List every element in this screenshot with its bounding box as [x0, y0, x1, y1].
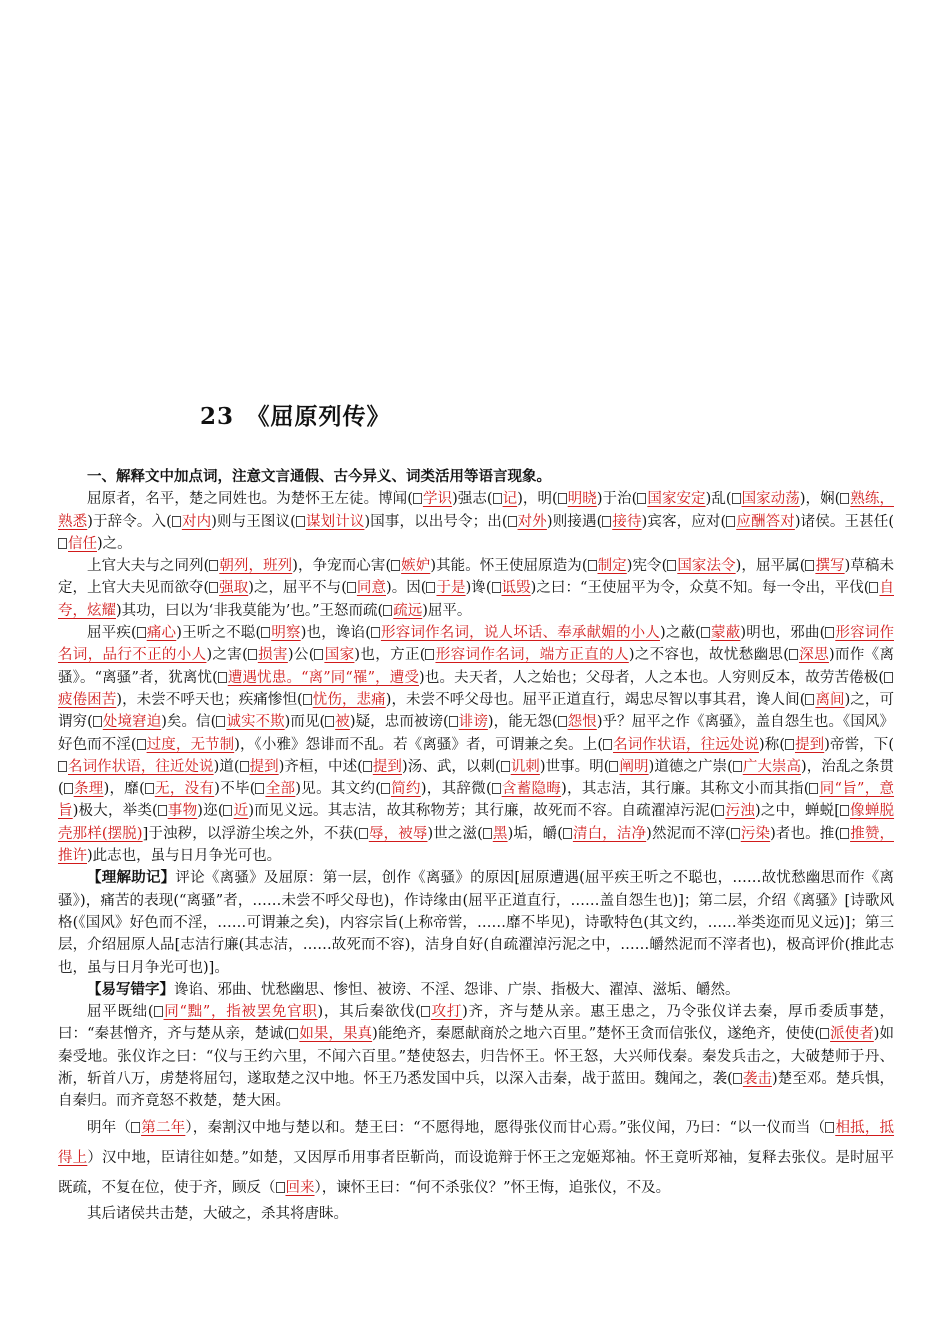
gloss-annotation: 名词作状语，往近处说 — [68, 758, 214, 775]
gloss-annotation: 辱，被辱 — [368, 825, 428, 842]
blank-box-icon — [558, 716, 567, 727]
text-run: ），谏怀王曰：“何不杀张仪？”怀王悔，追张仪，不及。 — [314, 1179, 671, 1196]
gloss-annotation: 谋划计议 — [305, 513, 365, 530]
text-run: )，其志洁，其行廉。其称文小而其指( — [561, 781, 810, 798]
paragraph-list — [58, 488, 894, 1225]
blank-box-icon — [733, 761, 742, 772]
text-run: )宪令( — [626, 558, 668, 575]
text-run: )宾客，应对( — [641, 513, 727, 530]
gloss-annotation: 提到 — [249, 758, 279, 775]
text-run: 屈平既绌( — [87, 1004, 154, 1021]
gloss-annotation: 撰写 — [815, 558, 845, 575]
paragraph — [58, 1113, 894, 1203]
gloss-annotation: 于是 — [436, 580, 466, 597]
gloss-annotation: 相抵，抵得上 — [58, 1119, 895, 1166]
blank-box-icon — [421, 1006, 430, 1017]
text-run: )帝喾，下( — [824, 736, 894, 753]
gloss-annotation: 攻打 — [430, 1004, 463, 1021]
text-run: )之害( — [206, 647, 248, 664]
text-run: )极大，举类( — [72, 803, 158, 820]
gloss-annotation: 阐明 — [619, 758, 649, 775]
text-run: )如秦受地。张仪诈之曰：“仪与王约六里，不闻六百里。”楚使怒去，归告怀王。怀王怒，大兴师伐秦。秦发兵击之，大破楚师于丹、淅，斩首八万，虏楚将屈匄，遂取楚之汉中地。怀王乃悉发国中兵，以深入击秦，战于蓝田。魏闻之，袭( — [58, 1026, 894, 1088]
gloss-annotation: 近 — [233, 803, 249, 820]
text-run: )然泥而不滓( — [646, 825, 731, 842]
gloss-annotation: 同“旨”，意旨 — [58, 781, 895, 820]
text-run: )而见( — [284, 714, 326, 731]
text-run: )乱( — [705, 491, 732, 508]
gloss-annotation: 条理 — [73, 781, 104, 798]
blank-box-icon — [158, 805, 167, 816]
blank-box-icon — [563, 828, 572, 839]
text-run: )草稿未定，上官大夫见而欲夺( — [58, 558, 894, 597]
gloss-annotation: 同“黜”，指被罢免官职 — [163, 1004, 318, 1021]
gloss-annotation: 嫉妒 — [401, 558, 431, 575]
text-run: )也，方正( — [354, 647, 426, 664]
text-run: )而作《离骚》。“离骚”者，犹离忧( — [58, 647, 895, 686]
blank-box-icon — [58, 761, 67, 772]
text-run: )齐，齐与楚从亲。惠王患之，乃令张仪详去秦，厚币委质事楚，曰：“秦甚憎齐，齐与楚从亲，楚诚( — [58, 1004, 894, 1043]
blank-box-icon — [209, 560, 218, 571]
blank-box-icon — [449, 716, 458, 727]
gloss-annotation: 事物 — [167, 803, 198, 820]
blank-box-icon — [884, 672, 893, 683]
gloss-annotation: 对外 — [517, 513, 547, 530]
gloss-annotation: 回来 — [285, 1179, 315, 1196]
blank-box-icon — [64, 783, 73, 794]
text-run: )，其后秦欲伐( — [317, 1004, 421, 1021]
text-run: )。因( — [386, 580, 427, 597]
blank-box-icon — [131, 1122, 140, 1133]
text-run: )，屈平属( — [735, 558, 806, 575]
text-run: )疑，忠而被谤( — [349, 714, 449, 731]
gloss-annotation: 清白，洁净 — [572, 825, 647, 842]
text-run: )于治( — [596, 491, 638, 508]
blank-box-icon — [667, 560, 676, 571]
text-run: )谗( — [465, 580, 492, 597]
blank-box-icon — [325, 716, 334, 727]
gloss-annotation: 明察 — [271, 625, 301, 642]
gloss-annotation: 过度，无节制 — [146, 736, 235, 753]
blank-box-icon — [93, 716, 102, 727]
gloss-annotation: 广大崇高 — [742, 758, 802, 775]
blank-box-icon — [805, 560, 814, 571]
text-run: ），秦割汉中地与楚以和。楚王曰：“不愿得地，愿得张仪而甘心焉。”张仪闻，乃曰：“以一仪而当（ — [185, 1119, 826, 1136]
blank-box-icon — [825, 1122, 834, 1133]
text-run: )则与王图议( — [211, 513, 296, 530]
blank-box-icon — [840, 805, 849, 816]
gloss-annotation: 推赞，推许 — [58, 825, 894, 865]
blank-box-icon — [137, 627, 146, 638]
gloss-annotation: 黑 — [492, 825, 508, 842]
text-run: )，未尝不呼父母也。屈平正道直行，竭忠尽智以事其君，谗人间( — [385, 691, 806, 708]
gloss-annotation: 讥刺 — [510, 758, 540, 775]
blank-box-icon — [314, 649, 323, 660]
text-run: )世之滋( — [427, 825, 483, 842]
text-run: )于辞令。入( — [87, 513, 172, 530]
gloss-annotation: 应酬答对 — [736, 513, 795, 530]
text-run: 评论《离骚》及屈原：第一层，创作《离骚》的原因[屈原遭遇(屈平疾王听之不聪也，……故忧愁幽思而作《离骚》)，痛苦的表现(“离骚”者，……未尝不呼父母也)，作诗缘由(屈平正道直行，……盖自怨生也)]；第二层，介绍《离骚》[诗歌风格(《国风》好色而不淫，……可谓兼之矣)，内容宗旨(上称帝喾，……靡不毕见)，诗歌特色(其文约，……举类迩而见义远)]；第三层，介绍屈原人品[志洁行廉(其志洁，……故死而不容)，洁身自好(自疏濯淖污泥之中，……皭然泥而不滓者也)，极高评价(推此志也，虽与日月争光可也)]。 — [58, 870, 895, 976]
gloss-annotation: 被 — [335, 714, 350, 731]
text-run: 屈原者，名平，楚之同姓也。为楚怀王左徒。博闻( — [87, 491, 413, 508]
paragraph — [58, 488, 894, 555]
text-run: )楚至邓。楚兵惧，自秦归。而齐竟怒不救楚，楚大困。 — [58, 1071, 895, 1110]
blank-box-icon — [255, 783, 264, 794]
text-run: )王听之不聪( — [176, 625, 262, 642]
text-run: 谗谄、邪曲、忧愁幽思、惨怛、被谤、不淫、怨诽、广崇、指极大、濯淖、滋垢、皭然。 — [174, 981, 740, 998]
gloss-annotation: 遭遇忧患。“离”同“罹”，遭受 — [227, 669, 420, 686]
blank-box-icon — [869, 582, 878, 593]
blank-box-icon — [637, 493, 646, 504]
blank-box-icon — [701, 627, 710, 638]
paragraph-label: 【理解助记】 — [87, 869, 176, 887]
gloss-annotation: 离间 — [815, 691, 845, 708]
text-run: ]于浊秽，以浮游尘埃之外，不获( — [142, 825, 359, 842]
gloss-annotation: 损害 — [257, 647, 288, 664]
blank-box-icon — [426, 582, 435, 593]
blank-box-icon — [726, 516, 735, 527]
blank-box-icon — [602, 516, 611, 527]
blank-box-icon — [558, 493, 567, 504]
text-run: )齐桓，中述( — [278, 758, 363, 775]
gloss-annotation: 忧伤，悲痛 — [312, 691, 386, 708]
section-heading: 一、解释文中加点词，注意文言通假、古今异义、词类活用等语言现象。 — [87, 468, 551, 485]
blank-box-icon — [609, 761, 618, 772]
blank-box-icon — [289, 1028, 298, 1039]
blank-box-icon — [248, 649, 257, 660]
text-run: )，娴( — [799, 491, 841, 508]
blank-box-icon — [276, 1182, 285, 1193]
text-run: )之。 — [97, 535, 132, 552]
gloss-annotation: 如果，果真 — [299, 1026, 373, 1043]
text-run: )见。其文约( — [295, 781, 381, 798]
text-run: )，《小雅》怨诽而不乱。若《离骚》者，可谓兼之矣。上( — [234, 736, 604, 753]
gloss-annotation: 明晓 — [567, 491, 597, 508]
gloss-annotation: 同意 — [356, 580, 387, 597]
text-run: )，其辞微( — [420, 781, 492, 798]
text-run: )则接遇( — [546, 513, 603, 530]
text-run: )之，屈平不与( — [248, 580, 347, 597]
gloss-annotation: 信任 — [68, 535, 97, 552]
blank-box-icon — [383, 605, 392, 616]
text-run: )也。夫天者，人之始也；父母者，人之本也。人穷则反本，故劳苦倦极( — [419, 669, 885, 686]
gloss-annotation: 学识 — [422, 491, 453, 508]
text-run: )之，可谓穷( — [58, 691, 895, 731]
gloss-annotation: 简约 — [390, 781, 421, 798]
gloss-annotation: 国家法令 — [677, 558, 736, 575]
text-run: )明也，邪曲( — [740, 625, 826, 642]
gloss-annotation: 名词作状语，往远处说 — [613, 736, 759, 753]
document-body — [58, 466, 894, 1225]
text-run: )之曰：“王使屈平为令，众莫不知。每一令出，平伐( — [530, 580, 870, 597]
blank-box-icon — [820, 1028, 829, 1039]
blank-box-icon — [216, 716, 225, 727]
gloss-annotation: 处境窘迫 — [102, 714, 162, 731]
blank-box-icon — [381, 783, 390, 794]
text-run: 明年（ — [87, 1119, 132, 1136]
blank-box-icon — [359, 828, 368, 839]
gloss-annotation: 袭击 — [742, 1071, 772, 1088]
blank-box-icon — [840, 828, 849, 839]
gloss-annotation: 接待 — [612, 513, 642, 530]
gloss-annotation: 派使者 — [830, 1026, 874, 1043]
text-run: )之蔽( — [659, 625, 701, 642]
blank-box-icon — [732, 493, 741, 504]
gloss-annotation: 污浊 — [725, 803, 755, 820]
gloss-annotation: 像蝉脱壳那样(摆脱) — [58, 803, 895, 842]
text-run: )能绝齐，秦愿献商於之地六百里。”楚怀王贪而信张仪，遂绝齐，使使( — [372, 1026, 821, 1043]
blank-box-icon — [603, 739, 612, 750]
text-run: )迩( — [197, 803, 224, 820]
gloss-annotation: 提到 — [372, 758, 402, 775]
text-run: 其后诸侯共击楚，大破之，杀其将唐眛。 — [87, 1205, 348, 1222]
text-run: )不毕( — [214, 781, 256, 798]
text-run: )，未尝不呼天也；疾痛惨怛( — [116, 691, 303, 708]
blank-box-icon — [493, 493, 502, 504]
gloss-annotation: 对内 — [181, 513, 212, 530]
blank-box-icon — [413, 493, 422, 504]
text-run: )世事。明( — [539, 758, 610, 775]
blank-box-icon — [425, 649, 434, 660]
text-run: )而见义远。其志洁，故其称物芳；其行廉，故死而不容。自疏濯淖污泥( — [248, 803, 716, 820]
paragraph — [58, 555, 894, 622]
paragraph — [58, 1203, 894, 1225]
gloss-annotation: 诚实不欺 — [226, 714, 285, 731]
text-run: )，靡( — [103, 781, 145, 798]
blank-box-icon — [483, 828, 492, 839]
gloss-annotation: 全部 — [265, 781, 296, 798]
gloss-annotation: 怨恨 — [567, 714, 597, 731]
text-run: )诸侯。王甚任( — [794, 513, 895, 530]
blank-box-icon — [809, 783, 818, 794]
text-run: )乎？屈平之作《离骚》，盖自怨生也。《国风》好色而不淫( — [58, 714, 895, 753]
text-run: )之不容也，故忧愁幽思( — [628, 647, 789, 664]
text-run: )道德之广崇( — [648, 758, 733, 775]
gloss-annotation: 国家安定 — [647, 491, 706, 508]
blank-box-icon — [789, 649, 798, 660]
gloss-annotation: 深思 — [798, 647, 829, 664]
gloss-annotation: 诽谤 — [458, 714, 488, 731]
blank-box-icon — [733, 1073, 742, 1084]
blank-box-icon — [805, 694, 814, 705]
gloss-annotation: 诋毁 — [501, 580, 531, 597]
paragraph — [58, 867, 894, 978]
blank-box-icon — [492, 783, 501, 794]
text-run: )也，谗谄( — [300, 625, 371, 642]
text-run: )其能。怀王使屈原造为( — [430, 558, 588, 575]
text-run: )矣。信( — [161, 714, 217, 731]
blank-box-icon — [363, 761, 372, 772]
text-run: )公( — [287, 647, 315, 664]
text-run: )，治乱之条贯( — [58, 758, 895, 798]
gloss-annotation: 朝列，班列 — [219, 558, 293, 575]
blank-box-icon — [825, 627, 834, 638]
blank-box-icon — [303, 694, 312, 705]
page-title: 23 《屈原列传》 — [200, 403, 391, 430]
gloss-annotation: 疏远 — [393, 602, 423, 619]
blank-box-icon — [731, 828, 740, 839]
text-run: )汤、武，以刺( — [402, 758, 501, 775]
gloss-annotation: 形容词作名词，说人坏话、奉承献媚的小人 — [380, 625, 660, 642]
blank-box-icon — [296, 516, 305, 527]
text-run: )，能无怨( — [487, 714, 558, 731]
blank-box-icon — [371, 627, 380, 638]
blank-box-icon — [347, 582, 356, 593]
blank-box-icon — [218, 672, 227, 683]
gloss-annotation: 污染 — [740, 825, 771, 842]
blank-box-icon — [391, 560, 400, 571]
gloss-annotation: 第二年 — [141, 1119, 186, 1136]
blank-box-icon — [137, 739, 146, 750]
text-run: ）汉中地，臣请往如楚。”如楚，又因厚币用事者臣靳尚，而设诡辩于怀王之宠姬郑袖。怀王竟听郑袖，复释去张仪。是时屈平既疏，不复在位，使于齐，顾反（ — [58, 1149, 894, 1196]
gloss-annotation: 国家 — [324, 647, 355, 664]
text-run: )强志( — [452, 491, 493, 508]
blank-box-icon — [261, 627, 270, 638]
blank-box-icon — [209, 582, 218, 593]
gloss-annotation: 制定 — [597, 558, 627, 575]
blank-box-icon — [154, 1006, 163, 1017]
text-run: )者也。推( — [770, 825, 841, 842]
blank-box-icon — [501, 761, 510, 772]
blank-box-icon — [492, 582, 501, 593]
blank-box-icon — [785, 739, 794, 750]
text-run: )之中，蝉蜕[ — [754, 803, 840, 820]
paragraph — [58, 979, 894, 1001]
blank-box-icon — [240, 761, 249, 772]
gloss-annotation: 形容词作名词，端方正直的人 — [435, 647, 629, 664]
blank-box-icon — [58, 538, 67, 549]
paragraph — [58, 1001, 894, 1112]
text-run: )国事，以出号令；出( — [364, 513, 508, 530]
text-run: )垢，皭( — [507, 825, 563, 842]
blank-box-icon — [508, 516, 517, 527]
gloss-annotation: 记 — [502, 491, 518, 508]
text-run: )，明( — [517, 491, 558, 508]
paragraph-label: 【易写错字】 — [87, 980, 174, 998]
blank-box-icon — [840, 493, 849, 504]
gloss-annotation: 自夸，炫耀 — [58, 580, 894, 619]
gloss-annotation: 无，没有 — [154, 781, 215, 798]
gloss-annotation: 形容词作名词，品行不正的小人 — [58, 625, 894, 664]
blank-box-icon — [715, 805, 724, 816]
gloss-annotation: 含蓄隐晦 — [501, 781, 562, 798]
gloss-annotation: 国家动荡 — [741, 491, 800, 508]
blank-box-icon — [223, 805, 232, 816]
text-run: 上官大夫与之同列( — [87, 558, 210, 575]
gloss-annotation: 熟练，熟悉 — [58, 491, 894, 530]
text-run: )，争宠而心害( — [292, 558, 392, 575]
gloss-annotation: 蒙蔽 — [710, 625, 741, 642]
text-run: )其功，曰以为‘非我莫能为’也。”王怒而疏( — [116, 602, 384, 619]
blank-box-icon — [145, 783, 154, 794]
text-run: 屈平疾( — [87, 625, 137, 642]
text-run: )此志也，虽与日月争光可也。 — [87, 848, 282, 865]
paragraph — [58, 622, 894, 867]
text-run: )道( — [213, 758, 240, 775]
gloss-annotation: 疲倦困苦 — [58, 691, 117, 708]
text-run: )称( — [758, 736, 785, 753]
gloss-annotation: 痛心 — [146, 625, 177, 642]
blank-box-icon — [588, 560, 597, 571]
gloss-annotation: 强取 — [219, 580, 249, 597]
text-run: )屈平。 — [422, 602, 472, 619]
gloss-annotation: 提到 — [794, 736, 825, 753]
blank-box-icon — [172, 516, 181, 527]
